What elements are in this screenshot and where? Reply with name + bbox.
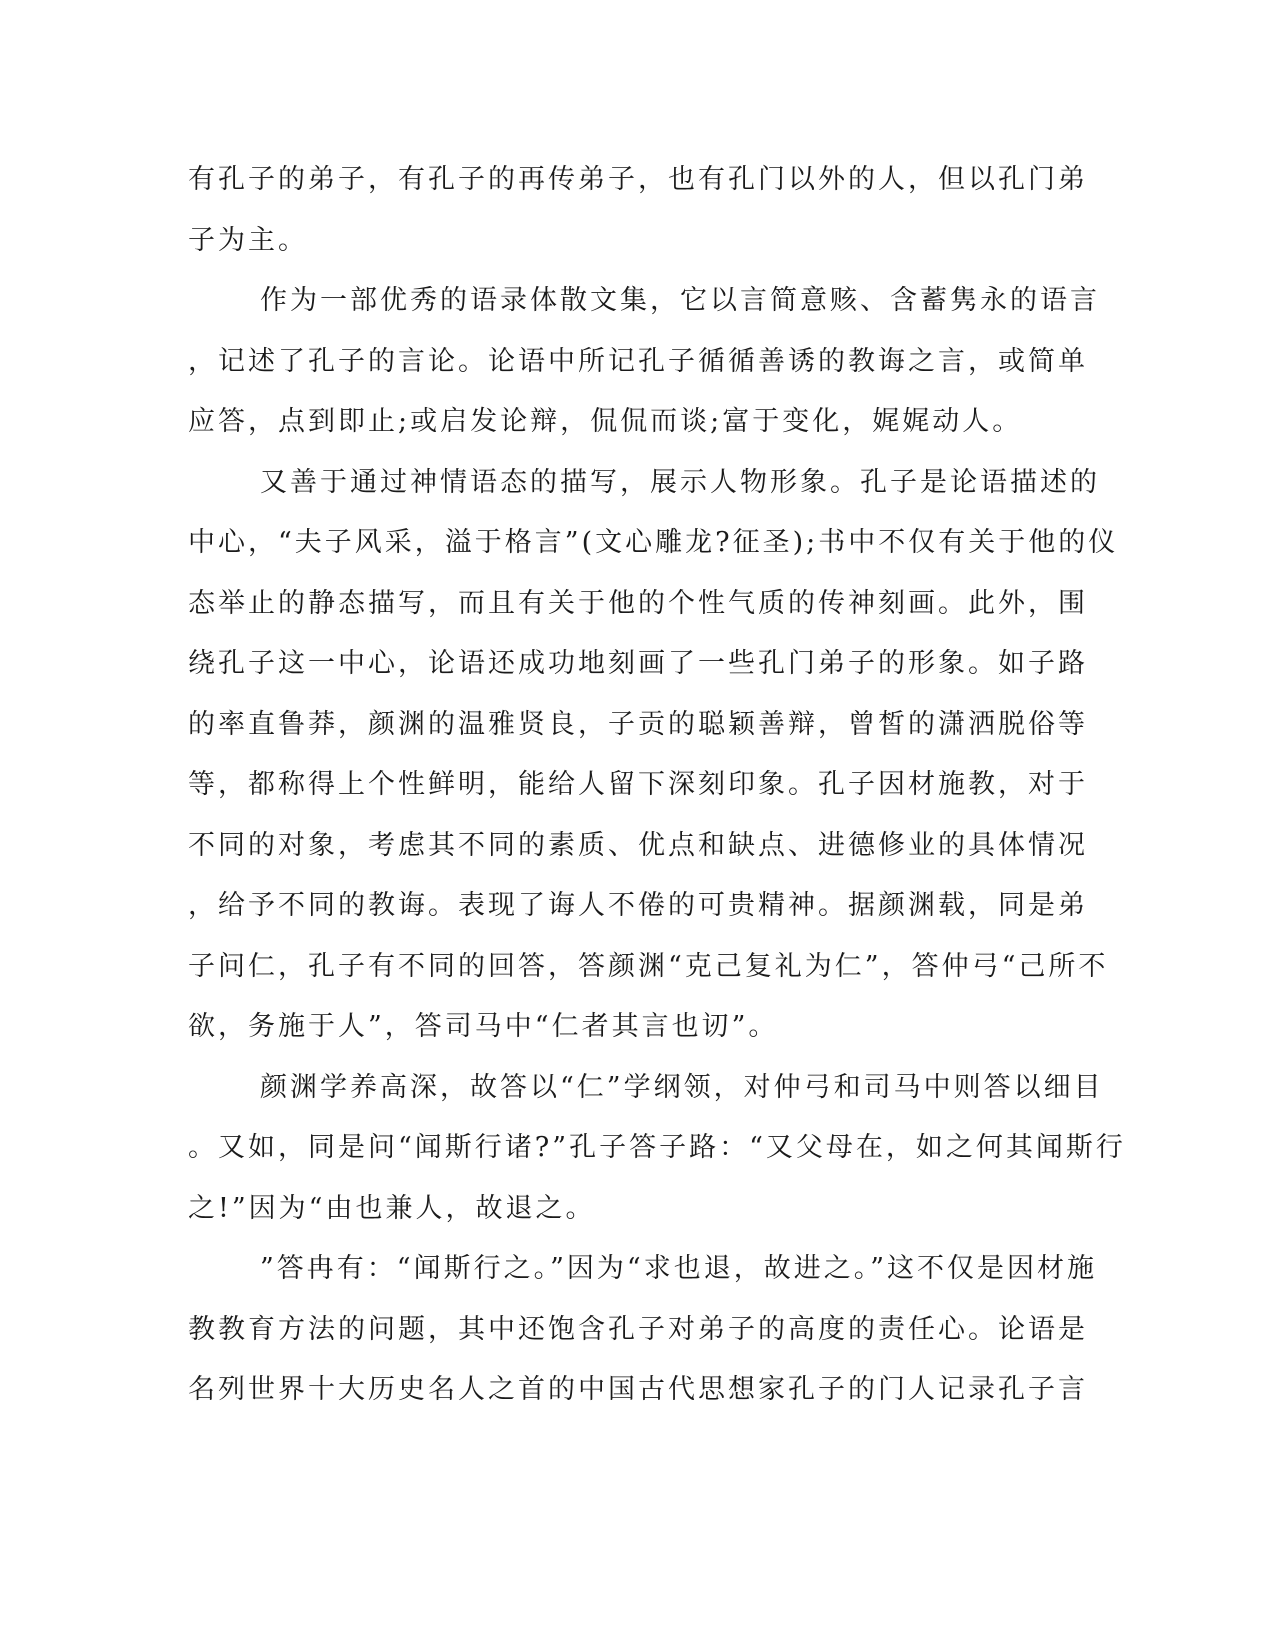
text-line: 。又如，同是问“闻斯行诸?”孔子答子路：“又父母在，如之何其闻斯行 (188, 1132, 1126, 1163)
text-line: 不同的对象，考虑其不同的素质、优点和缺点、进德修业的具体情况 (188, 829, 1088, 861)
text-line: 子为主。 (188, 224, 308, 256)
document-body (188, 150, 1126, 1421)
text-line: 有孔子的弟子，有孔子的再传弟子，也有孔门以外的人，但以孔门弟 (188, 164, 1088, 195)
text-line: 名列世界十大历史名人之首的中国古代思想家孔子的门人记录孔子言 (188, 1374, 1088, 1405)
text-line: ，给予不同的教诲。表现了诲人不倦的可贵精神。据颜渊载，同是弟 (188, 890, 1088, 921)
text-line: 态举止的静态描写，而且有关于他的个性气质的传神刻画。此外，围 (188, 587, 1088, 619)
paragraph-first-line: 作为一部优秀的语录体散文集，它以言简意赅、含蓄隽永的语言 (260, 285, 1100, 316)
paragraph-first-line: ”答冉有：“闻斯行之。”因为“求也退，故进之。”这不仅是因材施 (260, 1253, 1098, 1284)
text-line: 应答，点到即止;或启发论辩，侃侃而谈;富于变化，娓娓动人。 (188, 406, 1023, 437)
text-line: 教教育方法的问题，其中还饱含孔子对弟子的高度的责任心。论语是 (188, 1313, 1088, 1345)
text-line: ，记述了孔子的言论。论语中所记孔子循循善诱的教诲之言，或简单 (188, 345, 1088, 377)
text-line: 的率直鲁莽，颜渊的温雅贤良，子贡的聪颖善辩，曾皙的潇洒脱俗等 (188, 708, 1088, 740)
paragraph-first-line: 颜渊学养高深，故答以“仁”学纲领，对仲弓和司马中则答以细目 (260, 1071, 1104, 1103)
text-line: 中心，“夫子风采，溢于格言”(文心雕龙?征圣);书中不仅有关于他的仪 (188, 527, 1119, 558)
text-line: 子问仁，孔子有不同的回答，答颜渊“克己复礼为仁”，答仲弓“己所不 (188, 950, 1109, 982)
text-line: 绕孔子这一中心，论语还成功地刻画了一些孔门弟子的形象。如子路 (188, 648, 1088, 679)
text-line: 等，都称得上个性鲜明，能给人留下深刻印象。孔子因材施教，对于 (188, 769, 1088, 800)
text-line: 之!”因为“由也兼人，故退之。 (188, 1192, 596, 1224)
paragraph-first-line: 又善于通过神情语态的描写，展示人物形象。孔子是论语描述的 (260, 466, 1100, 498)
text-line: 欲，务施于人”，答司马中“仁者其言也讱”。 (188, 1011, 779, 1042)
